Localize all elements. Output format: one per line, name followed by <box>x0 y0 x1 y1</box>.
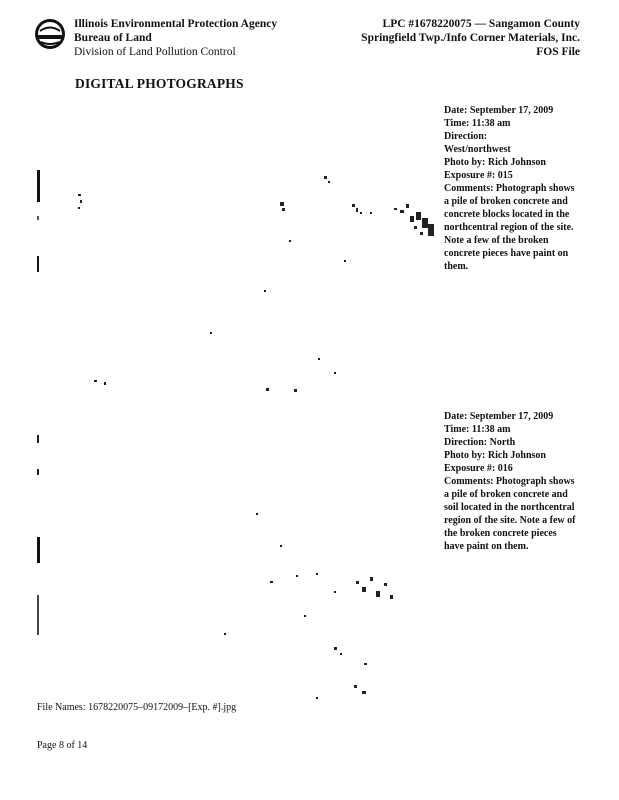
photo-exposure: Exposure #: 016 <box>444 463 513 474</box>
agency-header <box>74 17 277 59</box>
illinois-epa-logo-icon <box>34 18 66 50</box>
agency-name: Illinois Environmental Protection Agency <box>74 18 278 30</box>
page-number: Page 8 of 14 <box>37 740 88 751</box>
photo-photographer: Photo by: Rich Johnson <box>444 450 546 461</box>
photo-direction: Direction: West/northwest <box>444 131 511 155</box>
photo-comments: Comments: Photograph shows a pile of broken concrete and concrete blocks located in the northcentral region of the site. Note a few of the broken concrete pieces have paint on them. <box>444 183 575 272</box>
page-title: DIGITAL PHOTOGRAPHS <box>75 76 244 91</box>
photograph-015 <box>34 100 434 405</box>
photo-photographer: Photo by: Rich Johnson <box>444 157 546 168</box>
site-id-line: LPC #1678220075 — Sangamon County <box>382 18 580 30</box>
bureau-name: Bureau of Land <box>74 32 152 44</box>
photo-date: Date: September 17, 2009 <box>444 105 554 116</box>
photo-015-caption <box>444 104 579 273</box>
location-line: Springfield Twp./Info Corner Materials, Inc. <box>361 32 580 44</box>
photo-date: Date: September 17, 2009 <box>444 411 554 422</box>
photo-exposure: Exposure #: 015 <box>444 170 513 181</box>
photograph-016 <box>34 405 434 705</box>
photo-time: Time: 11:38 am <box>444 118 511 129</box>
photo-time: Time: 11:38 am <box>444 424 511 435</box>
site-header <box>361 17 580 59</box>
division-name: Division of Land Pollution Control <box>74 46 236 58</box>
file-type-line: FOS File <box>536 46 580 58</box>
photo-016-caption <box>444 410 579 553</box>
photo-direction: Direction: North <box>444 437 516 448</box>
photo-comments: Comments: Photograph shows a pile of broken concrete and soil located in the northcentral region of the site. Note a few of the broken concrete pieces have paint on them. <box>444 476 576 552</box>
file-names: File Names: 1678220075–09172009–[Exp. #].jpg <box>37 702 237 713</box>
